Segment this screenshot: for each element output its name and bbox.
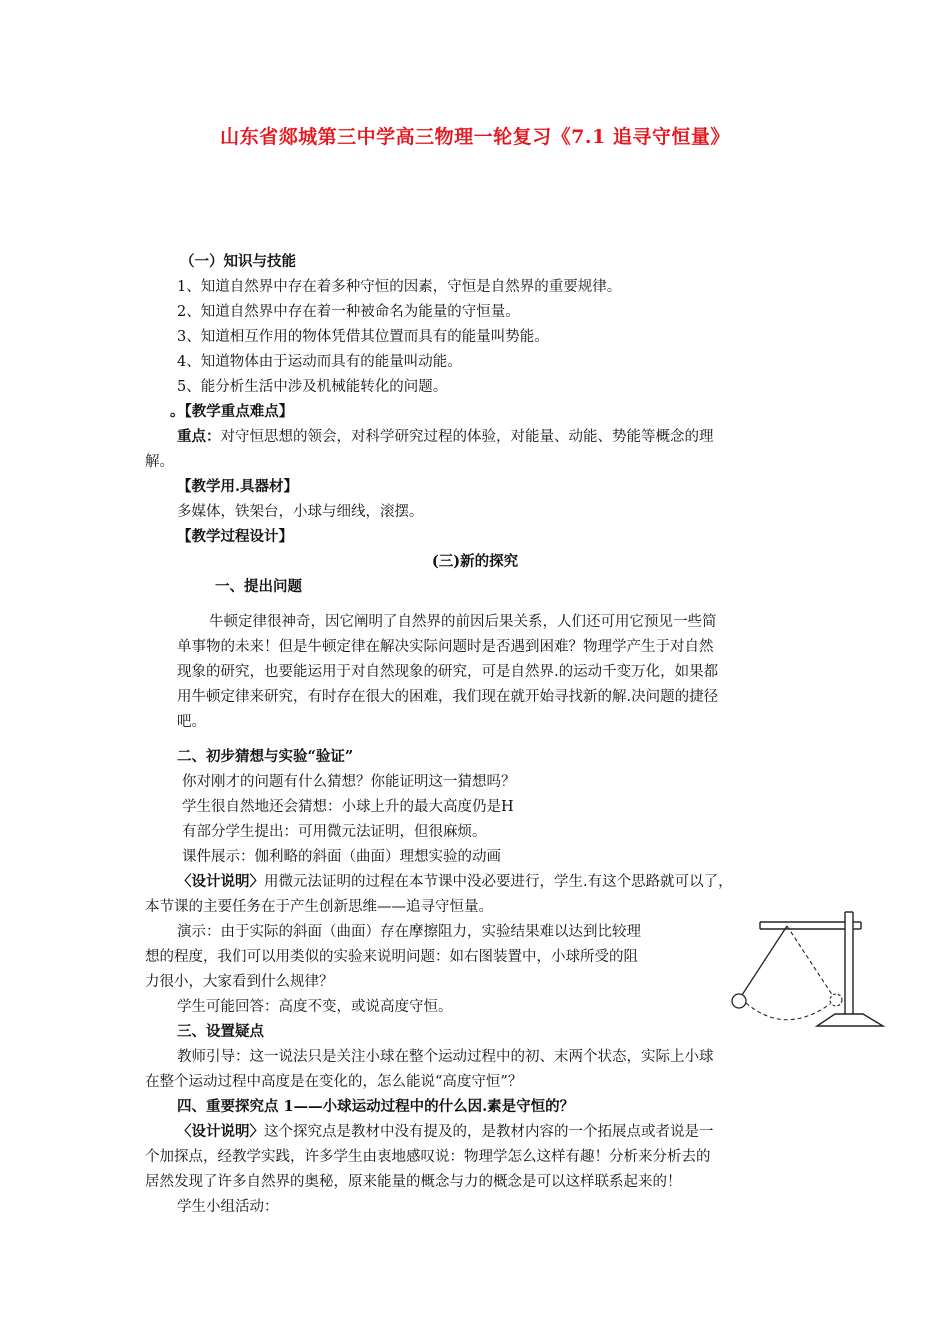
paragraph-line: 学生可能回答：高度不变，或说高度守恒。 [177, 999, 453, 1015]
process-heading: 【教学过程设计】 [177, 528, 293, 545]
paragraph-line: 在整个运动过程中高度是在变化的，怎么能说“高度守恒”？ [145, 1074, 523, 1090]
paragraph-line: 教师引导：这一说法只是关注小球在整个运动过程中的初、末两个状态，实际上小球 [177, 1049, 714, 1065]
list-item: 2、知道自然界中存在着一种被命名为能量的守恒量。 [177, 304, 520, 320]
paragraph-line: 力很小，大家看到什么规律？ [145, 974, 334, 990]
part1-heading: 一、提出问题 [215, 578, 302, 595]
list-item: 5、能分析生活中涉及机械能转化的问题。 [177, 379, 448, 395]
keypoints-heading: 。【教学重点难点】 [170, 403, 294, 420]
paragraph-line: 课件展示：伽利略的斜面（曲面）理想实验的动画 [182, 849, 501, 865]
document-title: 山东省郯城第三中学高三物理一轮复习《7.1 追寻守恒量》 [220, 126, 730, 148]
paragraph-line: 有部分学生提出：可用微元法证明，但很麻烦。 [182, 824, 487, 840]
design-note-text: 这个探究点是教材中没有提及的，是教材内容的一个拓展点或者说是一 [264, 1124, 714, 1140]
design-note-text: 用微元法证明的过程在本节课中没必要进行，学生.有这个思路就可以了， [264, 874, 733, 890]
keypoints-paragraph [177, 427, 714, 447]
part3-heading: 三、设置疑点 [177, 1023, 264, 1040]
keypoints-text: 对守恒思想的领会，对科学研究过程的体验，对能量、动能、势能等概念的理 [220, 429, 714, 445]
section-heading-knowledge: （一）知识与技能 [180, 253, 296, 270]
design-note-label: 〈设计说明〉 [177, 873, 264, 890]
paragraph-line: 吧。 [177, 714, 206, 730]
paragraph-line: 想的程度，我们可以用类似的实验来说明问题：如右图装置中，小球所受的阻 [145, 949, 638, 965]
part2-heading: 二、初步猜想与实验“验证” [177, 748, 354, 765]
paragraph-line: 个加探点，经教学实践，许多学生由衷地感叹说：物理学怎么这样有趣！分析来分析去的 [145, 1149, 711, 1165]
list-item: 1、知道自然界中存在着多种守恒的因素，守恒是自然界的重要规律。 [177, 279, 622, 295]
part4-heading: 四、重要探究点 1——小球运动过程中的什么因.素是守恒的？ [177, 1098, 575, 1115]
list-item: 3、知道相互作用的物体凭借其位置而具有的能量叫势能。 [177, 329, 549, 345]
keypoints-label: 重点： [177, 428, 221, 445]
paragraph-line: 单事物的未来！但是牛顿定律在解决实际问题时是否遇到困难？物理学产生于对自然 [177, 639, 714, 655]
keypoints-text-continued: 解。 [145, 454, 174, 470]
list-item: 4、知道物体由于运动而具有的能量叫动能。 [177, 354, 462, 370]
design-note-paragraph [177, 1122, 714, 1142]
paragraph-line: 演示：由于实际的斜面（曲面）存在摩擦阻力，实验结果难以达到比较理 [177, 924, 641, 940]
design-note-label: 〈设计说明〉 [177, 1123, 264, 1140]
paragraph-line: 现象的研究，也要能运用于对自然现象的研究，可是自然界.的运动千变万化，如果都 [177, 664, 719, 680]
paragraph-line: 用牛顿定律来研究，有时存在很大的困难，我们现在就开始寻找新的解.决问题的捷径 [177, 689, 719, 705]
paragraph-line: 本节课的主要任务在于产生创新思维——追寻守恒量。 [145, 899, 493, 915]
group-activity-text: 学生小组活动： [177, 1199, 279, 1215]
equipment-text: 多媒体，铁架台，小球与细线，滚摆。 [177, 504, 424, 520]
equipment-heading: 【教学用.具器材】 [177, 478, 299, 495]
paragraph-line: 学生很自然地还会猜想：小球上升的最大高度仍是H [182, 799, 514, 815]
paragraph-line: 你对刚才的问题有什么猜想？你能证明这一猜想吗？ [182, 774, 516, 790]
section3-heading: (三)新的探究 [431, 553, 519, 570]
pendulum-apparatus-diagram [725, 908, 890, 1038]
paragraph-line: 居然发现了许多自然界的奥秘，原来能量的概念与力的概念是可以这样联系起来的！ [145, 1174, 682, 1190]
design-note-paragraph [177, 872, 733, 892]
paragraph-line: 牛顿定律很神奇，因它阐明了自然界的前因后果关系，人们还可用它预见一些简 [209, 614, 717, 630]
